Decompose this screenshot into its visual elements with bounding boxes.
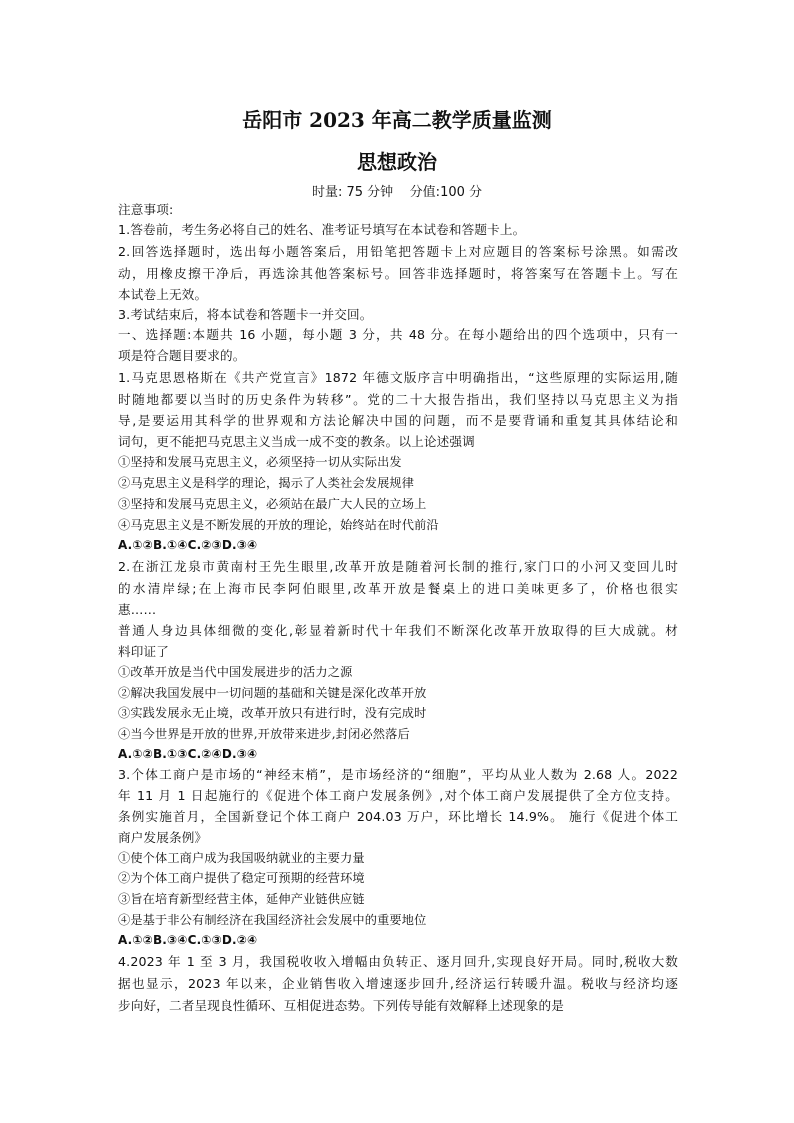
question-2-line-2: 的水清岸绿;在上海市民李阿伯眼里,改革开放是餐桌上的进口美味更多了，价格也很实: [118, 581, 678, 596]
note-1: 1.答卷前，考生务必将自己的姓名、准考证号填写在本试卷和答题卡上。: [118, 222, 526, 237]
question-2-option-3: ③实践发展永无止境，改革开放只有进行时，没有完成时: [118, 706, 427, 720]
question-3-line-2: 年 11 月 1 日起施行的《促进个体工商户发展条例》,对个体工商户发展提供了全方位支持。: [118, 788, 678, 803]
question-3-line-1: 3.个体工商户是市场的“神经末梢”，是市场经济的“细胞”，平均从业人数为 2.68 人。2022: [118, 767, 678, 782]
question-1-choices: A.①②B.①④C.②③D.③④: [118, 538, 258, 552]
question-4-line-2: 据也显示，2023 年以来，企业销售收入增速逐步回升,经济运行转暖升温。税收与经济均逐: [118, 976, 678, 991]
question-1-option-2: ②马克思主义是科学的理论，揭示了人类社会发展规律: [118, 476, 415, 490]
question-3-option-3: ③旨在培育新型经营主体，延伸产业链供应链: [118, 892, 365, 906]
exam-title: 岳阳市 2023 年高二教学质量监测: [242, 108, 552, 132]
note-2-line-2: 动，用橡皮擦干净后，再选涂其他答案标号。回答非选择题时，将答案写在答题卡上。写在: [118, 266, 678, 281]
question-2-option-2: ②解决我国发展中一切问题的基础和关键是深化改革开放: [118, 686, 427, 700]
question-2-choices: A.①②B.①③C.②④D.③④: [118, 747, 258, 761]
question-1-option-1: ①坚持和发展马克思主义，必须坚持一切从实际出发: [118, 455, 402, 469]
question-3-choices: A.①②B.③④C.①③D.②④: [118, 933, 258, 947]
question-1-option-3: ③坚持和发展马克思主义，必须站在最广大人民的立场上: [118, 497, 427, 511]
question-3-option-4: ④是基于非公有制经济在我国经济社会发展中的重要地位: [118, 913, 427, 927]
time-score-line: 时量: 75 分钟 分值:100 分: [311, 185, 483, 200]
question-3-line-3: 条例实施首月，全国新登记个体工商户 204.03 万户，环比增长 14.9%。 施行《促进个体工: [118, 809, 678, 824]
subject-title: 思想政治: [357, 150, 437, 174]
section-1-line-1: 一、选择题:本题共 16 小题，每小题 3 分，共 48 分。在每小题给出的四个选项中，只有一: [118, 327, 678, 342]
question-1-line-4: 词句，更不能把马克思主义当成一成不变的教条。以上论述强调: [118, 434, 475, 449]
question-1-line-1: 1.马克思恩格斯在《共产党宣言》1872 年德文版序言中明确指出，“这些原理的实际运用,随: [118, 370, 678, 385]
section-1-line-2: 项是符合题目要求的。: [118, 348, 246, 363]
question-2-option-1: ①改革开放是当代中国发展进步的活力之源: [118, 665, 353, 679]
note-2-line-3: 本试卷上无效。: [118, 287, 208, 302]
question-1-line-2: 时随地都要以当时的历史条件为转移”。党的二十大报告指出，我们坚持以马克思主义为指: [118, 392, 678, 407]
question-2-line-3: 惠……: [118, 602, 157, 617]
question-3-option-2: ②为个体工商户提供了稳定可预期的经营环境: [118, 871, 365, 885]
question-4-line-3: 步向好，二者呈现良性循环、互相促进态势。下列传导能有效解释上述现象的是: [118, 998, 565, 1013]
question-1-line-3: 导,是要运用其科学的世界观和方法论解决中国的问题，而不是要背诵和重复其具体结论和: [118, 413, 678, 428]
question-2-line-5: 料印证了: [118, 644, 169, 659]
note-3: 3.考试结束后，将本试卷和答题卡一并交回。: [118, 307, 373, 322]
notes-heading: 注意事项:: [118, 202, 174, 217]
question-3-option-1: ①使个体工商户成为我国吸纳就业的主要力量: [118, 851, 365, 865]
question-4-line-1: 4.2023 年 1 至 3 月，我国税收收入增幅由负转正、逐月回升,实现良好开局。同时,税收大数: [118, 954, 678, 969]
question-1-option-4: ④马克思主义是不断发展的开放的理论，始终站在时代前沿: [118, 518, 439, 532]
note-2-line-1: 2.回答选择题时，选出每小题答案后，用铅笔把答题卡上对应题目的答案标号涂黑。如需改: [118, 244, 678, 259]
question-2-line-4: 普通人身边具体细微的变化,彰显着新时代十年我们不断深化改革开放取得的巨大成就。材: [118, 623, 678, 638]
question-2-line-1: 2.在浙江龙泉市黄南村王先生眼里,改革开放是随着河长制的推行,家门口的小河又变回儿时: [118, 559, 678, 574]
question-3-line-4: 商户发展条例》: [118, 830, 208, 845]
question-2-option-4: ④当今世界是开放的世界,开放带来进步,封闭必然落后: [118, 727, 410, 741]
